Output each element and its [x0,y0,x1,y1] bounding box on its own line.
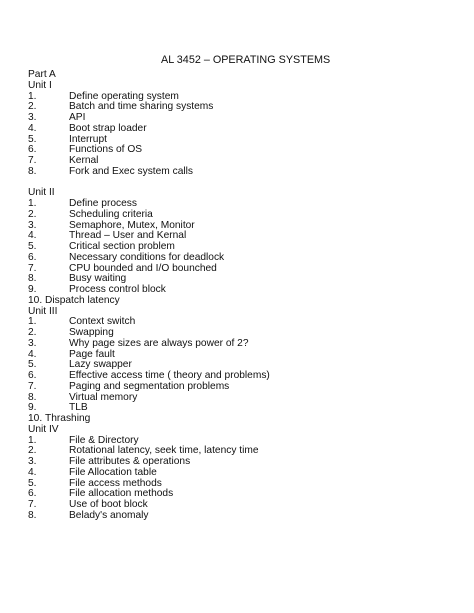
item-text: Virtual memory [69,391,138,403]
item-text: Interrupt [69,133,107,145]
list-item [28,124,448,135]
item-number: 4. [28,466,37,478]
item-text: CPU bounded and I/O bounched [69,262,217,274]
item-number: 6. [28,251,37,263]
item-number: 5. [28,359,37,371]
list-item [28,511,448,522]
item-number: 9. [28,402,37,414]
item-text: Fork and Exec system calls [69,165,193,177]
item-text: Context switch [69,316,136,328]
item-text: API [69,112,86,123]
item-text: Thrashing [45,413,91,424]
list-item [28,253,448,264]
item-number: 8. [28,273,37,285]
item-text: File attributes & operations [69,456,191,467]
item-text: Semaphore, Mutex, Monitor [69,219,195,231]
item-text: Functions of OS [69,144,143,156]
item-text: Why page sizes are always power of 2? [69,337,249,349]
unit-label: Unit II [28,187,55,199]
question-list [28,70,448,522]
item-text: File allocation methods [69,488,174,500]
unit-label: Unit IV [28,423,59,435]
unit-heading [28,81,448,92]
item-number: 8. [28,165,37,177]
item-number: 6. [28,488,37,500]
item-text: Rotational latency, seek time, latency time [69,445,259,457]
item-text: Effective access time ( theory and problems) [69,370,270,381]
item-text: Kernal [69,155,99,166]
item-text: Define operating system [69,90,179,102]
item-number: 4. [28,122,37,134]
item-number: 2. [28,101,37,113]
item-number: 8. [28,509,37,521]
list-item [28,210,448,221]
item-number: 6. [28,144,37,156]
item-number: 3. [28,219,37,231]
unit-heading [28,425,448,436]
spacer [28,178,448,189]
unit-label: Unit I [28,79,52,91]
item-text: Dispatch latency [45,294,120,306]
part-label: Part A [28,69,56,80]
item-number: 1. [28,90,37,102]
list-item [28,403,448,414]
item-text: Use of boot block [69,499,148,510]
list-item [28,414,448,425]
item-number: 1. [28,198,37,209]
item-text: File & Directory [69,434,139,446]
item-number: 8. [28,391,37,403]
item-text: Paging and segmentation problems [69,380,230,392]
item-number: 10. [28,294,43,306]
item-number: 4. [28,348,37,360]
item-text: Process control block [69,284,166,295]
part-heading [28,70,448,81]
item-number: 1. [28,316,37,328]
item-text: Boot strap loader [69,122,147,134]
item-number: 1. [28,434,37,446]
item-number: 3. [28,337,37,349]
item-number: 7. [28,262,37,274]
item-text: Define process [69,198,137,209]
list-item [28,382,448,393]
item-text: TLB [69,402,88,414]
list-item [28,167,448,178]
item-number: 3. [28,112,37,123]
item-text: Lazy swapper [69,359,132,371]
item-number: 2. [28,327,37,338]
item-text: Swapping [69,327,114,338]
page-title: AL 3452 – OPERATING SYSTEMS [161,54,331,66]
item-number: 6. [28,370,37,381]
list-item [28,296,448,307]
list-item [28,102,448,113]
item-number: 3. [28,456,37,467]
item-number: 7. [28,499,37,510]
item-text: Necessary conditions for deadlock [69,251,225,263]
item-text: Page fault [69,348,115,360]
list-item [28,393,448,404]
item-number: 2. [28,208,37,220]
list-item [28,339,448,350]
item-text: Belady's anomaly [69,509,149,521]
item-number: 5. [28,477,37,489]
unit-label: Unit III [28,305,58,317]
item-text: Thread – User and Kernal [69,230,187,242]
item-number: 7. [28,155,37,166]
item-text: Busy waiting [69,273,127,285]
item-number: 9. [28,284,37,295]
item-text: Batch and time sharing systems [69,101,214,113]
item-number: 5. [28,133,37,145]
item-text: File access methods [69,477,162,489]
item-text: Critical section problem [69,241,175,252]
item-number: 7. [28,380,37,392]
item-text: File Allocation table [69,466,157,478]
item-number: 2. [28,445,37,457]
item-number: 5. [28,241,37,252]
item-number: 10. [28,413,43,424]
item-text: Scheduling criteria [69,208,153,220]
list-item [28,468,448,479]
item-number: 4. [28,230,37,242]
